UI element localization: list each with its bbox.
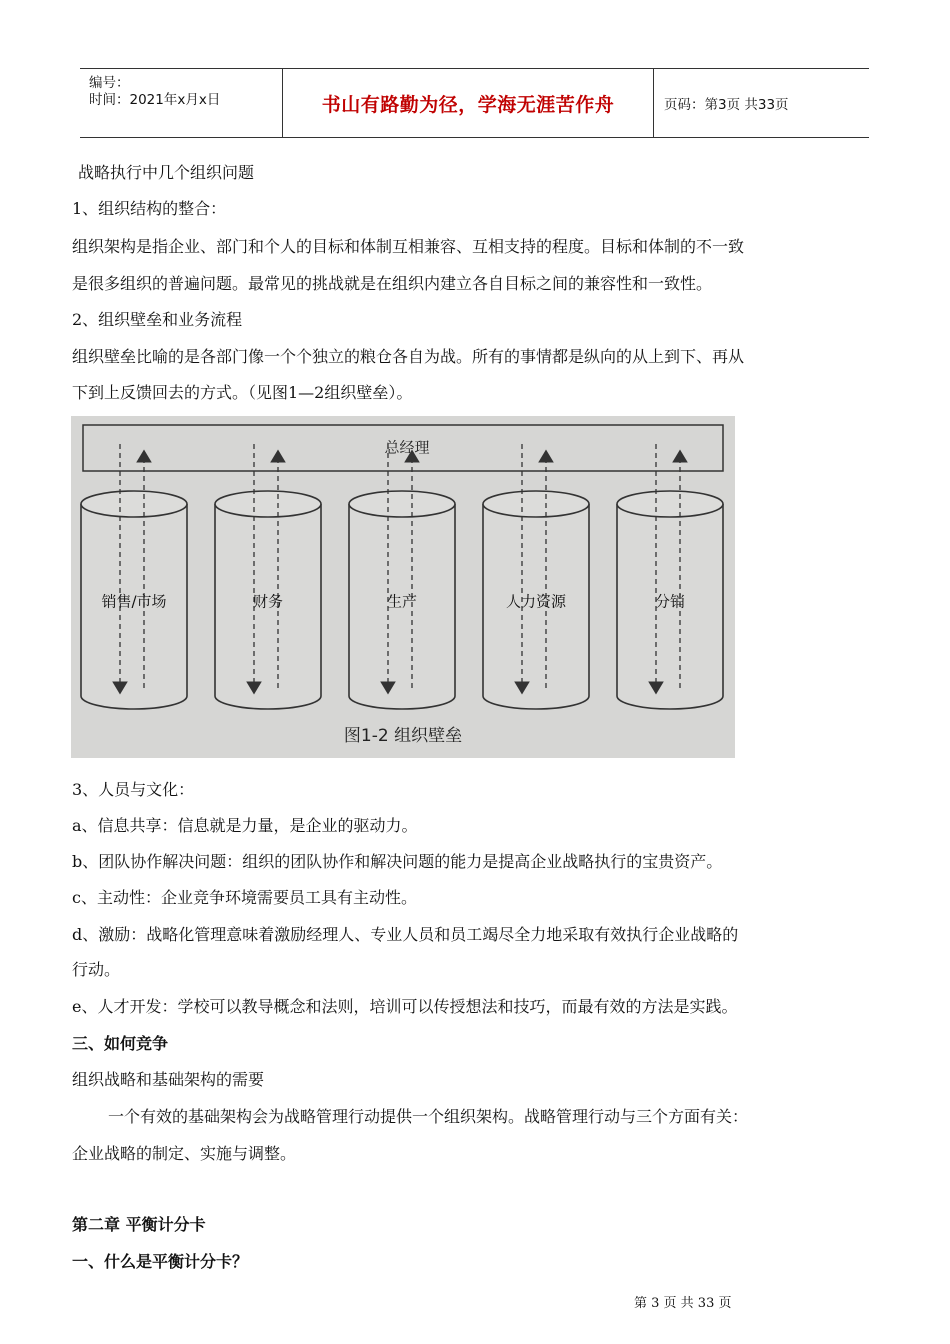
paragraph-line: 一个有效的基础架构会为战略管理行动提供一个组织架构。战略管理行动与三个方面有关：	[108, 1107, 749, 1126]
figure-caption: 图1-2 组织壁垒	[343, 726, 463, 746]
silo-label: 人力资源	[505, 592, 567, 611]
heading-people-culture: 3、人员与文化：	[72, 780, 195, 799]
silo-cylinder	[215, 444, 321, 709]
silo-cylinder	[483, 444, 589, 709]
item-talent-development: e、人才开发：学校可以教导概念和法则，培训可以传授想法和技巧，而最有效的方法是实践。	[72, 997, 738, 1016]
paragraph-line: 企业战略的制定、实施与调整。	[72, 1144, 297, 1163]
silo-top	[81, 491, 187, 517]
silo-top	[483, 491, 589, 517]
silo-cylinder	[349, 444, 455, 709]
silo-cylinder	[617, 444, 723, 709]
subheading-org-strategy: 组织战略和基础架构的需要	[72, 1070, 265, 1089]
org-barrier-figure	[71, 416, 735, 758]
silo-label: 分销	[654, 592, 686, 611]
item-info-sharing: a、信息共享：信息就是力量，是企业的驱动力。	[72, 816, 418, 835]
header-motto: 书山有路勤为径，学海无涯苦作舟	[321, 93, 615, 116]
chapter-title: 第二章 平衡计分卡	[72, 1215, 206, 1234]
paragraph-line: 组织架构是指企业、部门和个人的目标和体制互相兼容、互相支持的程度。目标和体制的不一致	[72, 237, 745, 256]
general-manager-label: 总经理	[384, 438, 430, 457]
heading-how-to-compete: 三、如何竞争	[72, 1034, 169, 1053]
header-time-label: 时间：2021年x月x日	[89, 92, 221, 108]
header-page-info: 页码：第3页 共33页	[664, 97, 789, 113]
silo-top	[617, 491, 723, 517]
page-footer: 第 3 页 共 33 页	[634, 1296, 732, 1311]
item-teamwork: b、团队协作解决问题：组织的团队协作和解决问题的能力是提高企业战略执行的宝贵资产。	[72, 852, 723, 871]
heading-org-barriers: 2、组织壁垒和业务流程	[72, 310, 243, 329]
silo-label: 销售/市场	[101, 592, 167, 611]
header-code-label: 编号：	[89, 75, 130, 91]
silo-label: 财务	[252, 592, 284, 611]
header-motto-cell	[282, 69, 654, 137]
paragraph-line: 下到上反馈回去的方式。（见图1—2组织壁垒）。	[72, 383, 413, 402]
heading-what-is-bsc: 一、什么是平衡计分卡？	[72, 1252, 249, 1271]
silo-top	[349, 491, 455, 517]
header-page-cell	[654, 69, 869, 137]
heading-structure-integration: 1、组织结构的整合：	[72, 199, 227, 218]
section-intro: 战略执行中几个组织问题	[78, 163, 255, 182]
paragraph-line: 是很多组织的普遍问题。最常见的挑战就是在组织内建立各自目标之间的兼容性和一致性。	[72, 274, 713, 293]
header-meta	[80, 69, 282, 137]
page-header	[80, 68, 869, 138]
silo-cylinder	[81, 444, 187, 709]
paragraph-line: 组织壁垒比喻的是各部门像一个个独立的粮仓各自为战。所有的事情都是纵向的从上到下、再从	[72, 347, 745, 366]
item-initiative: c、主动性：企业竞争环境需要员工具有主动性。	[72, 888, 417, 907]
item-motivation: d、激励：战略化管理意味着激励经理人、专业人员和员工竭尽全力地采取有效执行企业战略的	[72, 925, 739, 944]
item-motivation-cont: 行动。	[72, 960, 121, 979]
silo-top	[215, 491, 321, 517]
silo-label: 生产	[386, 592, 418, 611]
org-barrier-diagram	[71, 416, 735, 758]
